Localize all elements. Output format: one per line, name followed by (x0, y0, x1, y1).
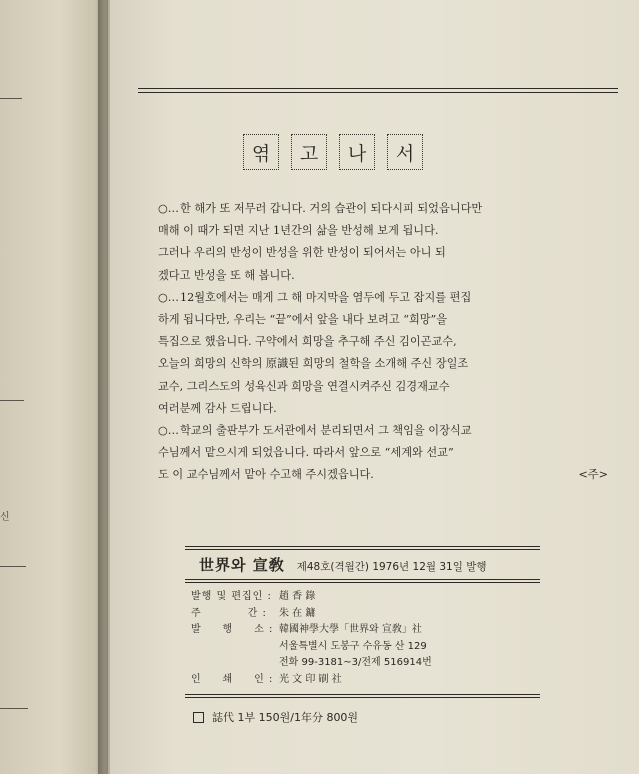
price-text: 誌代 1부 150원/1年分 800원 (212, 711, 359, 724)
top-double-rule (138, 88, 618, 93)
credit-label: 주 간 : (191, 607, 267, 619)
square-icon (193, 712, 204, 723)
bullet-circle: ○… (158, 202, 179, 215)
text-line: 12월호에서는 매게 그 해 마지막을 염두에 두고 잡지를 편집 (180, 290, 472, 304)
price-info (185, 706, 540, 725)
colophon-mid-rule (185, 579, 540, 583)
text-line: 특집으로 했읍니다. 구약에서 희망을 추구해 주신 김이곤교수, (158, 335, 457, 349)
text-line: 도 이 교수님께서 맡아 수고해 주시겠읍니다. (158, 468, 374, 482)
bullet-circle: ○… (158, 424, 179, 438)
text-line: 여러분께 감사 드립니다. (158, 401, 277, 415)
editorial-body (158, 198, 608, 487)
credit-publisher (185, 589, 540, 606)
page (110, 0, 639, 774)
credit-label: 발 행 소 : (191, 624, 274, 635)
text-line: 오늘의 희망의 신학의 原識된 희망의 철학을 소개해 주신 장일조 (158, 357, 469, 371)
text-line: 하게 됩니다만, 우리는 “끝”에서 앞을 내다 보려고 “희망”을 (158, 313, 448, 327)
credit-publishing-house (185, 622, 540, 639)
credits-list (185, 589, 540, 688)
credit-label: 발행 및 편집인 : (191, 591, 272, 602)
text-line: 한 해가 또 저무러 갑니다. 거의 습관이 되다시피 되었읍니다만 (180, 202, 483, 215)
credit-chief-editor (185, 606, 540, 623)
credit-value: 趙 香 錄 (279, 591, 316, 602)
title-char-box: 나 (339, 134, 375, 170)
paragraph (158, 198, 608, 287)
left-page-rule (0, 400, 24, 401)
credit-label: 인 쇄 인 : (191, 673, 274, 685)
title-char-box: 고 (291, 134, 327, 170)
text-line: 매해 이 때가 되면 지난 1년간의 삶을 반성해 보게 됩니다. (158, 224, 439, 238)
text-line: 수님께서 맡으시게 되었읍니다. 따라서 앞으로 “세계와 선교” (158, 446, 454, 460)
credit-address (185, 639, 540, 656)
credit-value: 서울특별시 도봉구 수유동 산 129 (279, 640, 427, 652)
left-page-edge (0, 0, 108, 774)
title-char-box: 서 (387, 134, 423, 170)
issue-info: 제48호(격월간) 1976년 12월 31일 발행 (296, 561, 487, 573)
left-page-rule (0, 98, 22, 99)
signature: <주> (578, 468, 608, 482)
credit-label (185, 655, 279, 672)
left-page-rule (0, 566, 26, 567)
left-page-fragment-text: 신 (0, 512, 10, 523)
text-line: 겠다고 반성을 또 해 봅니다. (158, 268, 295, 282)
paragraph (158, 420, 608, 487)
text-line: 그러나 우리의 반성이 반성을 위한 반성이 되어서는 아니 되 (158, 246, 446, 260)
left-page-rule (0, 708, 28, 709)
credit-label (185, 639, 279, 656)
credit-value: 韓國神學大學「世界와 宣敎」社 (279, 624, 422, 635)
credit-value: 光 文 印 刷 社 (279, 673, 342, 685)
credit-printer (185, 672, 540, 689)
colophon-bottom-rule (185, 694, 540, 698)
bullet-circle: ○… (158, 290, 179, 304)
credit-value: 朱 在 鏞 (279, 607, 316, 619)
paragraph (158, 287, 608, 420)
text-line: 교수, 그리스도의 성육신과 희망을 연결시켜주신 김경재교수 (158, 379, 450, 393)
credit-phone (185, 655, 540, 672)
title-char-box: 엮 (243, 134, 279, 170)
colophon-header (185, 550, 540, 579)
page-title (243, 134, 423, 170)
colophon (185, 546, 540, 725)
magazine-title: 世界와 宣敎 (199, 556, 285, 574)
text-line: 학교의 출판부가 도서관에서 분리되면서 그 책임을 이장식교 (180, 424, 472, 438)
credit-value: 전화 99-3181~3/전제 516914번 (279, 657, 432, 668)
